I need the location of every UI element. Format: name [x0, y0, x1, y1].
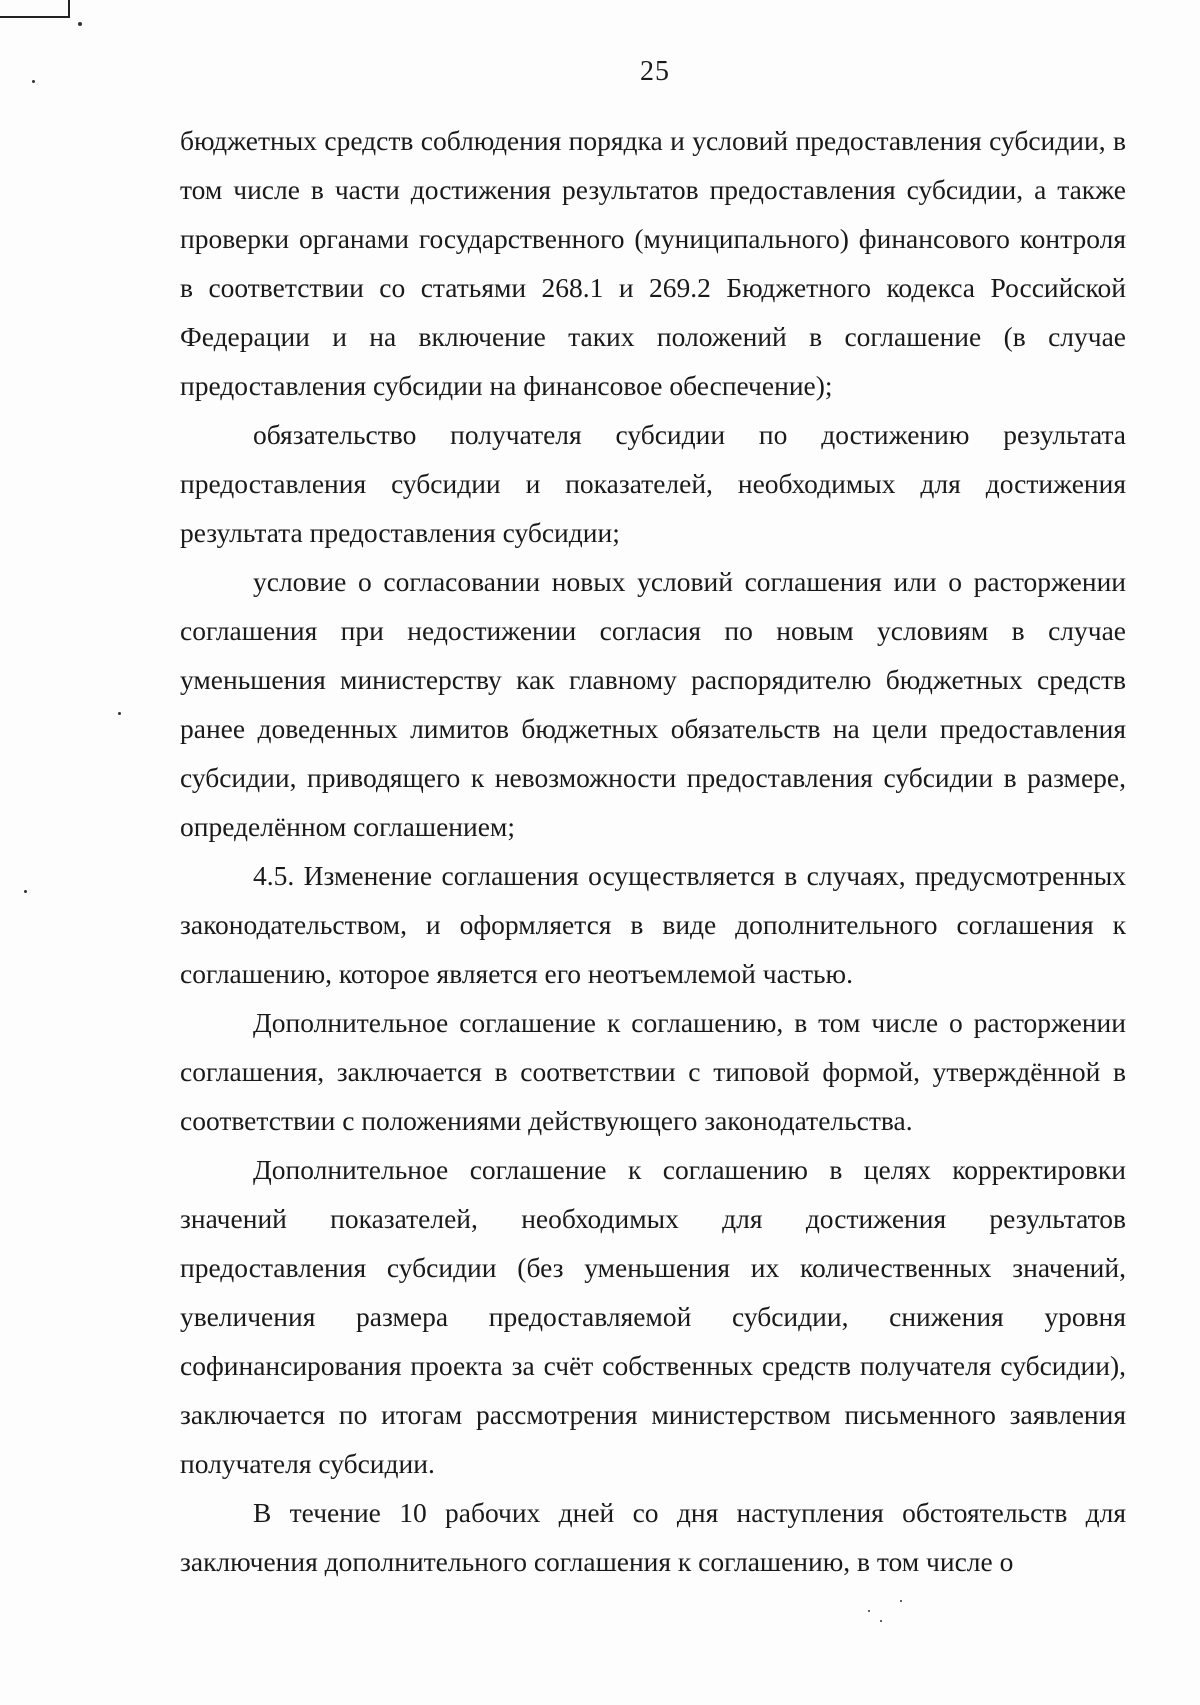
scan-corner-mark	[0, 0, 70, 18]
paragraph-2: обязательство получателя субсидии по достижению результата предоставления субсидии и показателей, необходимых для достижения результата предоставления субсидии;	[180, 419, 1126, 548]
scan-speck	[78, 22, 82, 26]
paragraph-6: Дополнительное соглашение к соглашению в целях корректировки значений показателей, необходимых для достижения результатов предоставления субсидии (без уменьшения их количественных значений, увеличения размера предоставляемой субсидии, снижения уровня софинансирования проекта за счёт собственных средств получателя субсидии), заключается по итогам рассмотрения министерством письменного заявления получателя субсидии.	[180, 1154, 1126, 1479]
scan-speck	[900, 1600, 902, 1602]
scan-speck	[24, 890, 27, 893]
paragraph-5: Дополнительное соглашение к соглашению, в том числе о расторжении соглашения, заключается в соответствии с типовой формой, утверждённой в соответствии с положениями действующего законодательства.	[180, 1007, 1126, 1136]
document-body	[180, 116, 1126, 1586]
paragraph-4: 4.5. Изменение соглашения осуществляется в случаях, предусмотренных законодательством, и оформляется в виде дополнительного соглашения к соглашению, которое является его неотъемлемой частью.	[180, 860, 1126, 989]
scan-speck	[118, 712, 121, 715]
scan-speck	[880, 1620, 882, 1622]
paragraph-3: условие о согласовании новых условий соглашения или о расторжении соглашения при недостижении согласия по новым условиям в случае уменьшения министерству как главному распорядителю бюджетных средств ранее доведенных лимитов бюджетных обязательств на цели предоставления субсидии, приводящего к невозможности предоставления субсидии в размере, определённом соглашением;	[180, 566, 1126, 842]
scan-speck	[868, 1610, 870, 1612]
paragraph-1: бюджетных средств соблюдения порядка и условий предоставления субсидии, в том числе в части достижения результатов предоставления субсидии, а также проверки органами государственного (муниципального) финансового контроля в соответствии со статьями 268.1 и 269.2 Бюджетного кодекса Российской Федерации и на включение таких положений в соглашение (в случае предоставления субсидии на финансовое обеспечение);	[180, 125, 1126, 401]
page-number: 25	[640, 56, 670, 87]
paragraph-7: В течение 10 рабочих дней со дня наступления обстоятельств для заключения дополнительного соглашения к соглашению, в том числе о	[180, 1497, 1126, 1577]
scan-speck	[32, 80, 35, 83]
